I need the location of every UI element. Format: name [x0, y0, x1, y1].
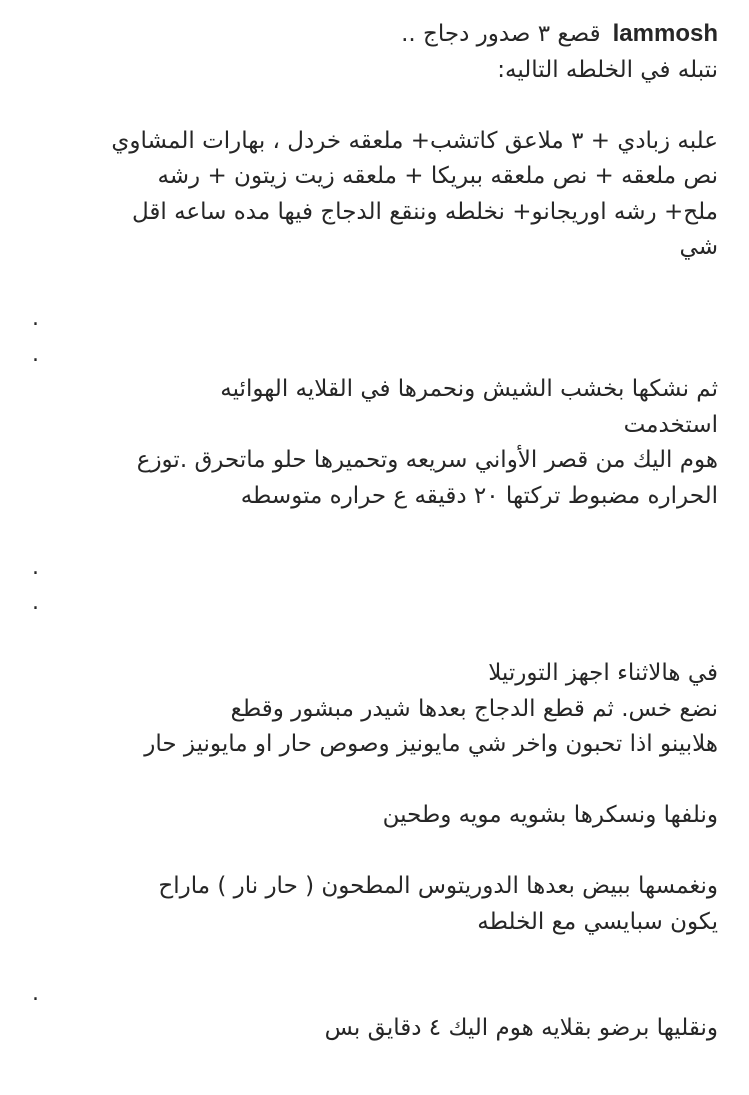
- blank-line: [12, 88, 718, 124]
- bullet-dot: .: [32, 590, 39, 615]
- caption-line: ونغمسها ببيض بعدها الدوريتوس المطحون ( حار نار ) ماراح: [158, 873, 718, 899]
- bullet-dot: .: [32, 554, 39, 580]
- caption-line: نص ملعقه + نص ملعقه ببريكا + ملعقه زيت زيتون + رشه: [157, 163, 718, 189]
- caption-line: علبه زبادي + ٣ ملاعق كاتشب+ ملعقه خردل ، بهارات المشاوي: [111, 127, 718, 154]
- caption-line: شي: [679, 234, 718, 260]
- caption-line: في هالاثناء اجهز التورتيلا: [488, 660, 718, 686]
- blank-line: [12, 763, 718, 799]
- blank-line: [12, 834, 718, 870]
- caption-line: ثم نشكها بخشب الشيش ونحمرها في القلايه الهوائيه: [220, 376, 718, 402]
- bullet-dot: .: [32, 980, 39, 1006]
- post-caption: [12, 16, 718, 1047]
- caption-line: نضع خس. ثم قطع الدجاج بعدها شيدر مبشور وقطع: [230, 695, 718, 722]
- blank-line: [12, 514, 718, 550]
- blank-line: [12, 621, 718, 657]
- bullet-dot: .: [32, 306, 39, 331]
- caption-line: ملح+ رشه اوريجانو+ نخلطه وننقع الدجاج فيها مده ساعه اقل: [131, 198, 718, 225]
- caption-line: هوم اليك من قصر الأواني سريعه وتحميرها حلو ماتحرق .توزع: [136, 447, 718, 473]
- blank-line: [12, 940, 718, 976]
- caption-line: الحراره مضبوط تركتها ٢٠ دقيقه ع حراره متوسطه: [240, 482, 718, 509]
- caption-line: هلابينو اذا تحبون واخر شي مايونيز وصوص حار او مايونيز حار: [144, 731, 718, 757]
- bullet-dot: .: [32, 341, 39, 367]
- caption-line: يكون سبايسي مع الخلطه: [477, 908, 718, 935]
- blank-line: [12, 266, 718, 302]
- caption-line: ونلفها ونسكرها بشويه مويه وطحين: [382, 802, 718, 828]
- caption-line: استخدمت: [623, 411, 718, 438]
- caption-line: نتبله في الخلطه التاليه:: [497, 56, 718, 83]
- caption-header: [12, 16, 718, 53]
- caption-line: ونقليها برضو بقلايه هوم اليك ٤ دقايق بس: [324, 1015, 718, 1041]
- username-link[interactable]: lammosh: [612, 20, 718, 47]
- caption-title: قصع ٣ صدور دجاج ..: [401, 21, 601, 47]
